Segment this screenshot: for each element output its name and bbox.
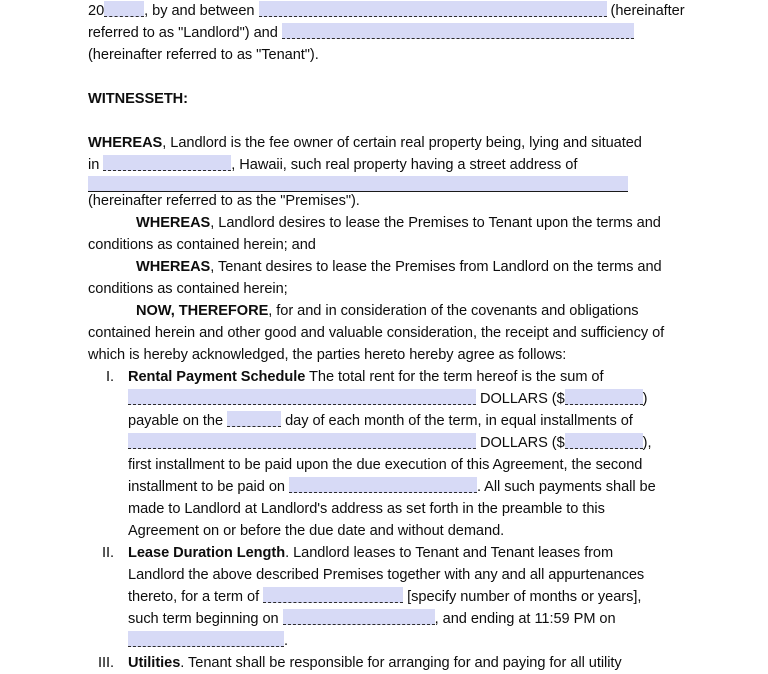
section-2-numeral: II. (101, 545, 114, 561)
section-1-heading: Rental Payment Schedule (128, 369, 306, 385)
recital-2 (88, 212, 688, 256)
recital-4-text: , for and in consideration of the covenants and obligations contained herein and other good and valuable consideration, the receipt and sufficiency of which is hereby acknowledged, the parties hereto hereby agree as follows: (88, 303, 665, 363)
recital-4-now-therefore (88, 300, 688, 366)
term-begin-date-field[interactable] (283, 609, 435, 625)
preamble-line-3: (hereinafter referred to as "Tenant"). (88, 47, 319, 63)
recital-1-line-4: (hereinafter referred to as the "Premises"). (88, 193, 360, 209)
section-3-text-1: . Tenant shall be responsible for arranging for and paying for all utility (180, 655, 622, 671)
recital-2-text: , Landlord desires to lease the Premises to Tenant upon the terms and conditions as contained herein; and (88, 215, 661, 253)
section-2-text-5: such term beginning on (128, 611, 283, 627)
preamble-after-year-text: , by and between (144, 3, 259, 19)
second-installment-date-field[interactable] (289, 477, 477, 493)
preamble-line-1 (88, 0, 688, 22)
section-utilities (88, 652, 688, 674)
whereas-lead-1: WHEREAS (88, 135, 163, 151)
city-field[interactable] (103, 155, 231, 171)
section-1-line-8: Agreement on or before the due date and without demand. (128, 523, 505, 539)
section-2-text-4: [specify number of months or years], (403, 589, 642, 605)
recital-3 (88, 256, 688, 300)
section-3-heading: Utilities (128, 655, 181, 671)
section-2-text-3: thereto, for a term of (128, 589, 264, 605)
landlord-label-text: referred to as "Landlord") and (88, 25, 282, 41)
year-prefix-text: 20 (88, 3, 105, 19)
section-2-text-7: . (284, 633, 289, 649)
section-1-text-9: installment to be paid on (128, 479, 289, 495)
section-2-heading: Lease Duration Length (128, 545, 286, 561)
section-2-line-4 (128, 608, 688, 630)
whereas-lead-3: WHEREAS (136, 259, 211, 275)
payment-day-field[interactable] (227, 411, 281, 427)
recital-1-line-2 (88, 154, 688, 176)
preamble-hereinafter-text: (hereinafter (606, 3, 685, 19)
recital-3-text: , Tenant desires to lease the Premises from Landlord on the terms and conditions as contained herein; (88, 259, 662, 297)
section-2-line-1 (128, 542, 688, 564)
section-2-line-2: Landlord the above described Premises together with any and all appurtenances (128, 567, 645, 583)
preamble-line-2 (88, 22, 688, 44)
section-1-text-2: DOLLARS ($ (476, 391, 565, 407)
section-1-text-7: ), (642, 435, 652, 451)
year-blank-field[interactable] (104, 1, 144, 17)
section-1-line-1 (128, 366, 688, 388)
witnesseth-heading: WITNESSETH: (88, 91, 188, 107)
term-end-date-field[interactable] (128, 631, 284, 647)
landlord-name-field[interactable] (259, 1, 607, 17)
recital-1-text-a: , Landlord is the fee owner of certain real property being, lying and situated (162, 135, 642, 151)
section-2-line-3 (128, 586, 688, 608)
section-1-text-5: day of each month of the term, in equal installments of (281, 413, 633, 429)
section-1-numeral: I. (105, 369, 114, 385)
section-rental-payment-schedule (88, 366, 688, 542)
recital-1-text-b: , Hawaii, such real property having a street address of (231, 157, 578, 173)
section-2-line-5 (128, 630, 688, 652)
section-1-text-1: The total rent for the term hereof is the sum of (305, 369, 604, 385)
total-rent-words-field[interactable] (128, 389, 476, 405)
section-1-text-6: DOLLARS ($ (476, 435, 565, 451)
lease-term-field[interactable] (263, 587, 403, 603)
whereas-lead-2: WHEREAS (136, 215, 211, 231)
section-1-text-10: . All such payments shall be (476, 479, 656, 495)
section-1-line-5: first installment to be paid upon the due execution of this Agreement, the second (128, 457, 643, 473)
section-1-line-3 (128, 410, 688, 432)
section-3-line-1 (128, 652, 688, 674)
section-1-line-7: made to Landlord at Landlord's address as set forth in the preamble to this (128, 501, 605, 517)
recital-1-line-1 (88, 132, 688, 154)
section-3-numeral: III. (97, 655, 114, 671)
section-1-text-3: ) (642, 391, 648, 407)
now-therefore-lead: NOW, THEREFORE (136, 303, 269, 319)
section-lease-duration-length (88, 542, 688, 652)
tenant-name-field[interactable] (282, 23, 634, 39)
section-1-line-6 (128, 476, 688, 498)
lease-agreement-body (88, 0, 688, 674)
section-1-line-4 (128, 432, 688, 454)
section-1-line-2 (128, 388, 688, 410)
total-rent-amount-field[interactable] (565, 389, 643, 405)
installment-words-field[interactable] (128, 433, 476, 449)
section-2-text-1: . Landlord leases to Tenant and Tenant leases from (285, 545, 614, 561)
installment-amount-field[interactable] (565, 433, 643, 449)
section-2-text-6: , and ending at 11:59 PM on (434, 611, 616, 627)
section-1-text-4: payable on the (128, 413, 228, 429)
recital-1-in-text: in (88, 157, 104, 173)
